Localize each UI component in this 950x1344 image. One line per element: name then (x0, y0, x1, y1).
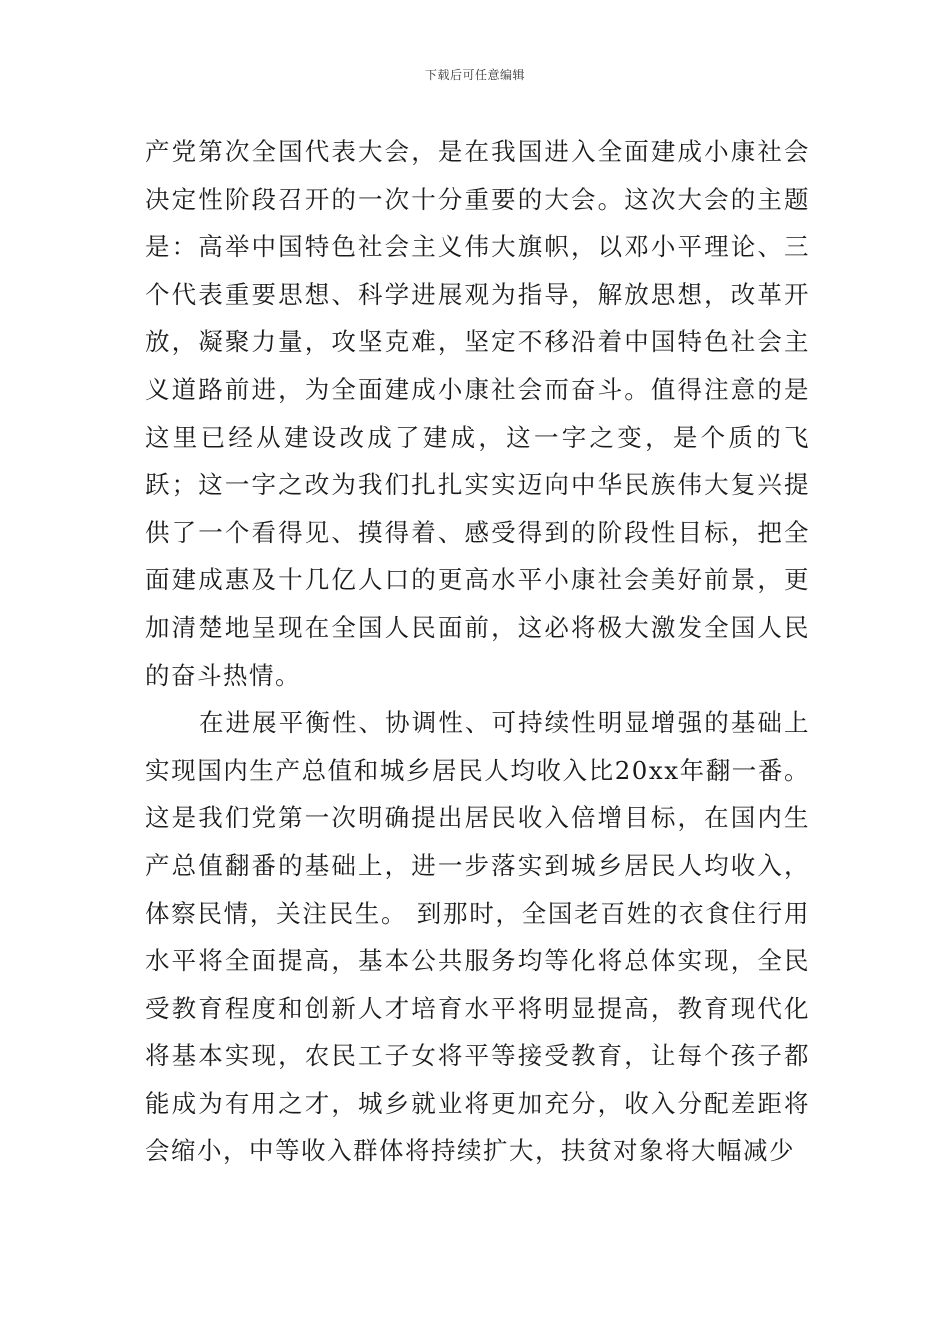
document-body (145, 128, 810, 1175)
paragraph-1: 产党第次全国代表大会，是在我国进入全面建成小康社会决定性阶段召开的一次十分重要的大会。这次大会的主题是：高举中国特色社会主义伟大旗帜，以邓小平理论、三个代表重要思想、科学进展观为指导，解放思想，改革开放，凝聚力量，攻坚克难，坚定不移沿着中国特色社会主义道路前进，为全面建成小康社会而奋斗。值得注意的是这里已经从建设改成了建成，这一字之变，是个质的飞跃；这一字之改为我们扎扎实实迈向中华民族伟大复兴提供了一个看得见、摸得着、感受得到的阶段性目标，把全面建成惠及十几亿人口的更高水平小康社会美好前景，更加清楚地呈现在全国人民面前，这必将极大激发全国人民的奋斗热情。 (145, 137, 810, 690)
paragraph-2: 在进展平衡性、协调性、可持续性明显增强的基础上实现国内生产总值和城乡居民人均收入比20xx年翻一番。这是我们党第一次明确提出居民收入倍增目标，在国内生产总值翻番的基础上，进一步落实到城乡居民人均收入，体察民情，关注民生。 到那时，全国老百姓的衣食住行用水平将全面提高，基本公共服务均等化将总体实现，全民受教育程度和创新人才培育水平将明显提高，教育现代化将基本实现，农民工子女将平等接受教育，让每个孩子都能成为有用之才，城乡就业将更加充分，收入分配差距将会缩小，中等收入群体将持续扩大，扶贫对象将大幅减少 (145, 708, 810, 1166)
page-header-note: 下载后可任意编辑 (424, 68, 525, 82)
